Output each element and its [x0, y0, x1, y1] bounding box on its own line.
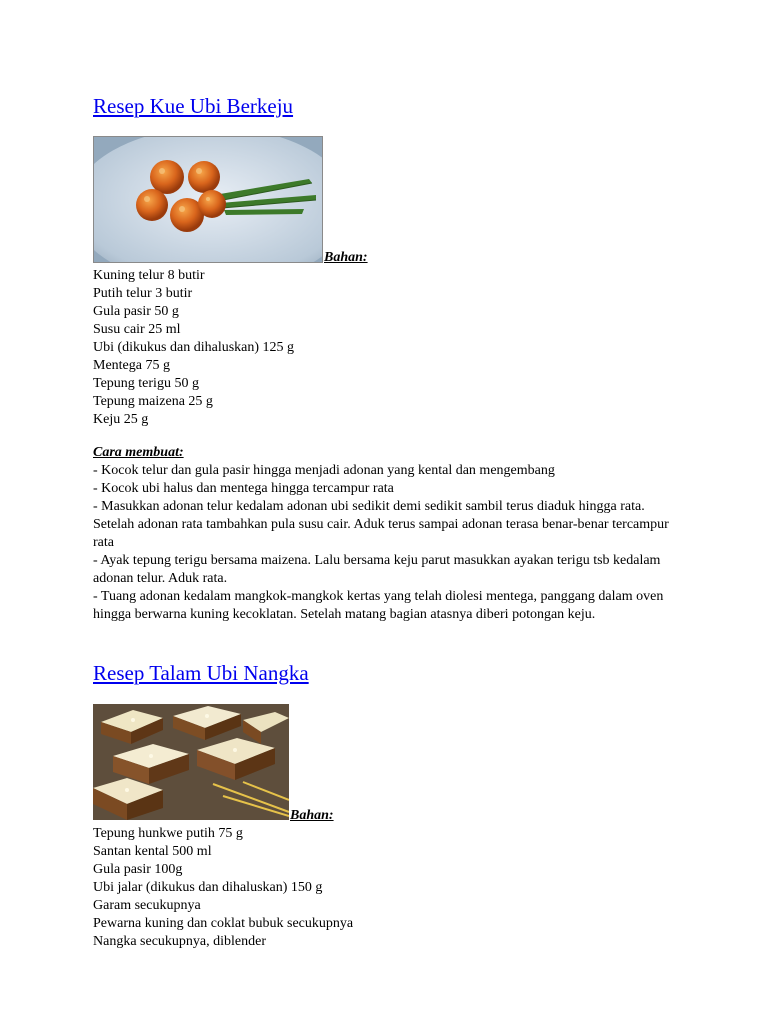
ingredient-item: Ubi jalar (dikukus dan dihaluskan) 150 g: [93, 880, 323, 895]
ingredient-item: Mentega 75 g: [93, 358, 170, 373]
ingredient-item: Kuning telur 8 butir: [93, 268, 205, 283]
ingredient-item: Nangka secukupnya, diblender: [93, 934, 266, 949]
ingredient-item: Gula pasir 50 g: [93, 304, 179, 319]
ingredient-item: Keju 25 g: [93, 412, 149, 427]
recipe2-ingredients-label: Bahan:: [290, 808, 334, 823]
recipe1-ingredient-list: [93, 267, 693, 429]
ingredient-item: Tepung terigu 50 g: [93, 376, 199, 391]
recipe1-ingredients-label: Bahan:: [324, 250, 368, 265]
recipe2-title-link[interactable]: Resep Talam Ubi Nangka: [93, 661, 309, 685]
method-step: - Kocok telur dan gula pasir hingga menjadi adonan yang kental dan mengembang: [93, 463, 555, 478]
method-step: - Kocok ubi halus dan mentega hingga tercampur rata: [93, 481, 394, 496]
recipe2-ingredient-list: [93, 825, 693, 951]
recipe1-method-label: Cara membuat:: [93, 445, 184, 460]
method-step: - Ayak tepung terigu bersama maizena. Lalu bersama keju parut masukkan ayakan terigu tsb kedalam adonan telur. Aduk rata.: [93, 553, 661, 586]
ingredient-item: Susu cair 25 ml: [93, 322, 181, 337]
recipe1-photo: [93, 136, 323, 263]
recipe2-photo: [93, 704, 289, 820]
ingredient-item: Tepung hunkwe putih 75 g: [93, 826, 243, 841]
ingredient-item: Garam secukupnya: [93, 898, 201, 913]
recipe1-title-link[interactable]: Resep Kue Ubi Berkeju: [93, 94, 294, 118]
method-step: - Masukkan adonan telur kedalam adonan ubi sedikit demi sedikit sambil terus diaduk hingga rata. Setelah adonan rata tambahkan pula susu cair. Aduk terus sampai adonan terasa benar-benar tercampur rata: [93, 499, 669, 550]
ingredient-item: Pewarna kuning dan coklat bubuk secukupnya: [93, 916, 354, 931]
ingredient-item: Santan kental 500 ml: [93, 844, 212, 859]
method-step: - Tuang adonan kedalam mangkok-mangkok kertas yang telah diolesi mentega, panggang dalam oven hingga berwarna kuning kecoklatan. Setelah matang bagian atasnya diberi potongan keju.: [93, 589, 664, 622]
recipe1-method-steps: [93, 462, 683, 624]
ingredient-item: Gula pasir 100g: [93, 862, 183, 877]
ingredient-item: Ubi (dikukus dan dihaluskan) 125 g: [93, 340, 295, 355]
ingredient-item: Putih telur 3 butir: [93, 286, 193, 301]
ingredient-item: Tepung maizena 25 g: [93, 394, 213, 409]
